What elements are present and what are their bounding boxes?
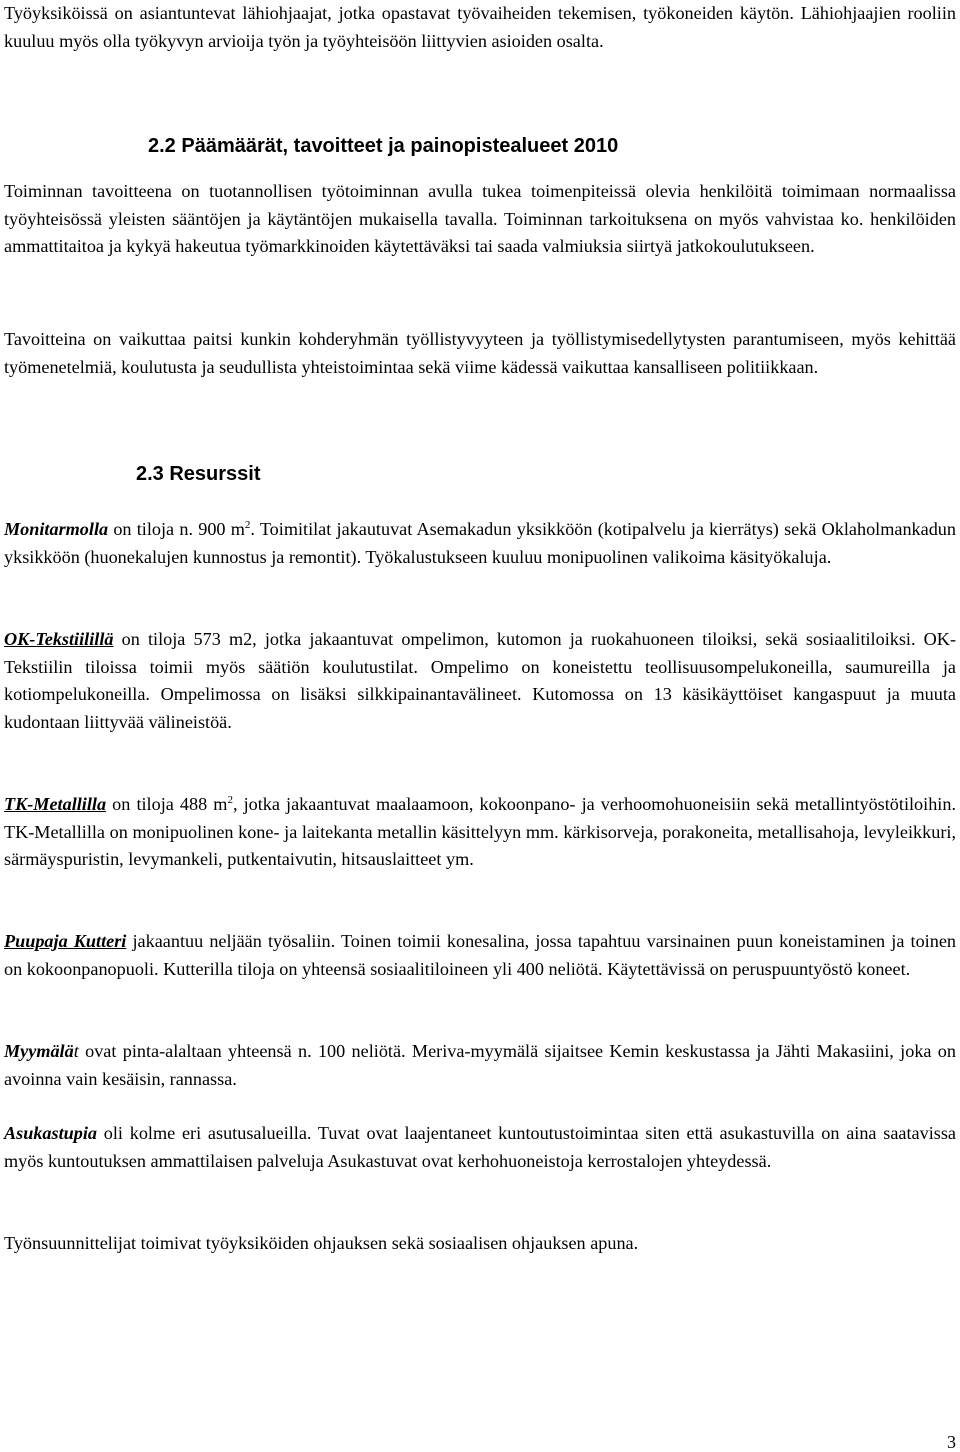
- oktekstiili-text: on tiloja 573 m2, jotka jakaantuvat ompelimon, kutomon ja ruokahuoneen tiloiksi, sekä sosiaalitiloiksi. OK- Tekstiilin tiloissa toimii myös säätiön koulutustilat. Ompelimo on koneistettu teollisuusompelukoneilla, saumureilla ja kotiompelukoneilla. Ompelimossa on lisäksi silkkipainantavälineet. Kutomossa on 13 käsikäyttöiset kangaspuut ja muuta kudontaan liittyvää välineistöä.: [4, 629, 956, 732]
- monitarmo-name: Monitarmolla: [4, 519, 109, 539]
- goals-paragraph: Toiminnan tavoitteena on tuotannollisen työtoiminnan avulla tukea toimenpiteissä olevia henkilöitä toimimaan normaalissa työyhteisössä yleisten sääntöjen ja käytäntöjen mukaisella tavalla. Toiminnan tarkoituksena on myös vahvistaa ko. henkilöiden ammattitaitoa ja kykyä hakeutua työmarkkinoiden käytettäväksi tai saada valmiuksia siirtyä jatkokoulutukseen.: [4, 181, 956, 256]
- tkmetalli-paragraph: [4, 791, 956, 874]
- oktekstiili-paragraph: [4, 626, 956, 736]
- monitarmo-text-a: on tiloja n. 900 m: [108, 519, 245, 539]
- asukastupia-text: oli kolme eri asutusalueilla. Tuvat ovat laajentaneet kuntoutustoimintaa siten että asukastuvilla on aina saatavissa myös kuntoutuksen ammattilaisen palveluja Asukastuvat ovat kerhohuoneistoja kerrostalojen yhteydessä.: [4, 1123, 956, 1171]
- section-heading-2-2: 2.2 Päämäärät, tavoitteet ja painopistealueet 2010: [148, 135, 619, 157]
- puupaja-text: jakaantuu neljään työsaliin. Toinen toimii konesalina, jossa tapahtuu varsinainen puun koneistaminen ja toinen on kokoonpanopuoli. Kutterilla tiloja on yhteensä sosiaalitiloineen yli 400 neliötä. Käytettävissä on peruspuuntyöstö koneet.: [4, 931, 956, 979]
- tkmetalli-text-a: on tiloja 488 m: [106, 794, 228, 814]
- myymalat-name-end: t: [73, 1041, 79, 1061]
- asukastupia-paragraph: [4, 1120, 956, 1175]
- myymalat-paragraph: [4, 1038, 956, 1093]
- monitarmo-paragraph: [4, 516, 956, 571]
- section-heading-2-3: 2.3 Resurssit: [136, 463, 261, 485]
- monitarmo-text-b: . Toimitilat jakautuvat Asemakadun yksikköön (kotipalvelu ja kierrätys) sekä Oklaholmankadun yksikköön (huonekalujen kunnostus ja remontit). Työkalustukseen kuuluu monipuolinen valikoima käsityökaluja.: [4, 519, 956, 567]
- oktekstiili-name: OK-Tekstiilillä: [4, 629, 114, 649]
- tkmetalli-name: TK-Metallilla: [4, 794, 107, 814]
- tkmetalli-sup: 2: [227, 794, 233, 806]
- puupaja-paragraph: [4, 928, 956, 983]
- asukastupia-name: Asukastupia: [4, 1123, 97, 1143]
- page-number: 3: [947, 1432, 956, 1452]
- tkmetalli-text-b: , jotka jakaantuvat maalaamoon, kokoonpano- ja verhoomohuoneisiin sekä metallintyöstötiloihin. TK-Metallilla on monipuolinen kone- ja laitekanta metallin käsittelyyn mm. kärkisorveja, porakoneita, metallisahoja, levyleikkuri, särmäyspuristin, levymankeli, putkentaivutin, hitsauslaitteet ym.: [4, 794, 956, 869]
- closing-paragraph: Työnsuunnittelijat toimivat työyksiköiden ohjauksen sekä sosiaalisen ohjauksen apuna.: [4, 1233, 639, 1253]
- monitarmo-sup: 2: [244, 519, 251, 531]
- myymalat-text: ovat pinta-alaltaan yhteensä n. 100 neliötä. Meriva-myymälä sijaitsee Kemin keskustassa ja Jähti Makasiini, joka on avoinna vain kesäisin, rannassa.: [4, 1041, 956, 1089]
- objectives-paragraph: Tavoitteina on vaikuttaa paitsi kunkin kohderyhmän työllistyvyyteen ja työllistymisedellytysten parantumiseen, myös kehittää työmenetelmiä, koulutusta ja seudullista yhteistoimintaa sekä viime kädessä vaikuttaa kansalliseen politiikkaan.: [4, 329, 956, 377]
- puupaja-name: Puupaja Kutteri: [4, 931, 127, 951]
- intro-paragraph: Työyksiköissä on asiantuntevat lähiohjaajat, jotka opastavat työvaiheiden tekemisen, työkoneiden käytön. Lähiohjaajien rooliin kuuluu myös olla työkyvyn arvioija työn ja työyhteisöön liittyvien asioiden osalta.: [4, 3, 956, 51]
- myymalat-name: Myymälä: [4, 1041, 74, 1061]
